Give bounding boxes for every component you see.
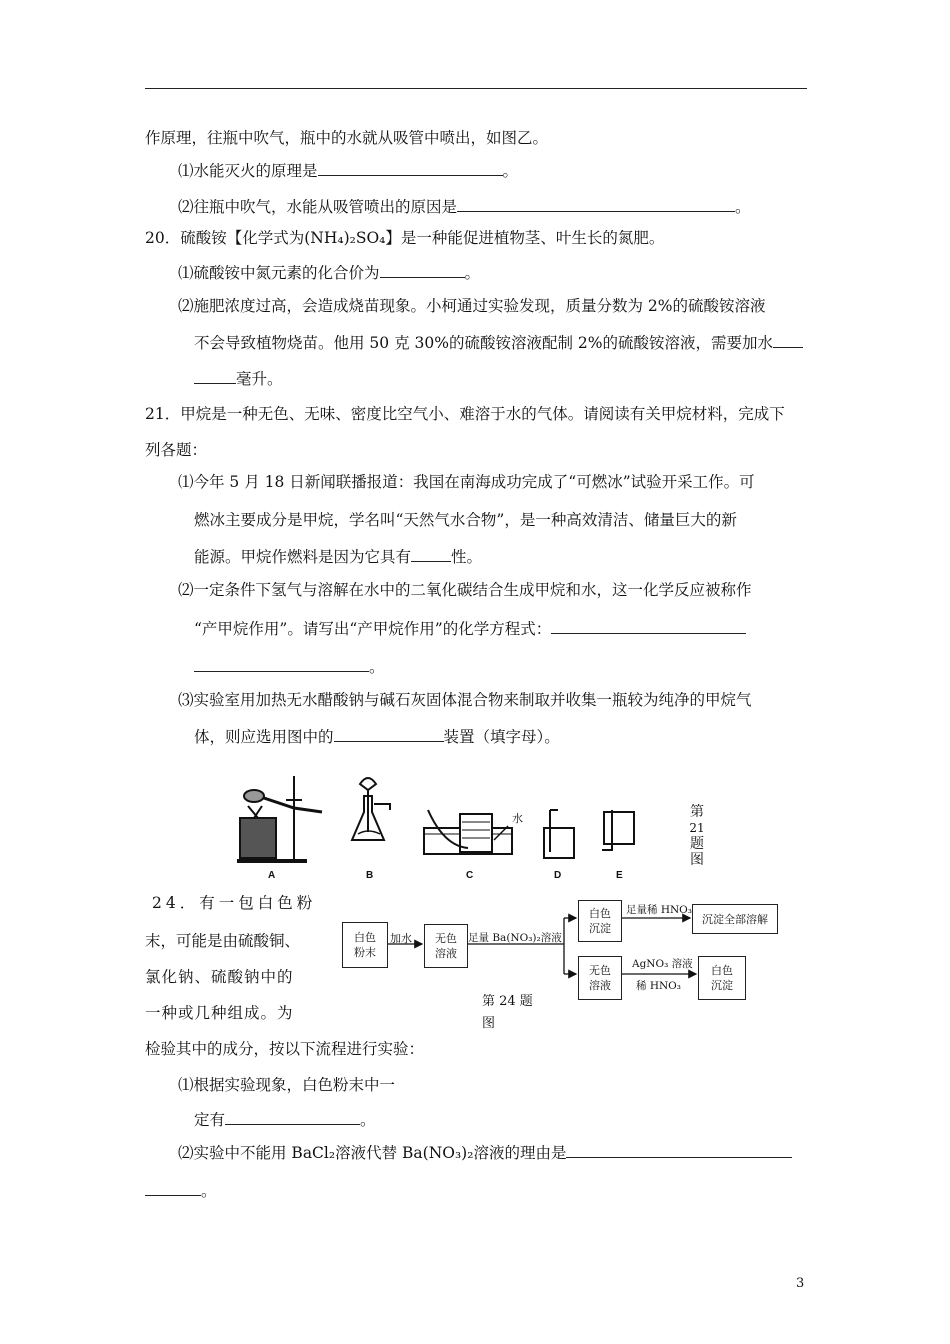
q21-stem: 列各题： <box>145 441 208 459</box>
q20-2-line: ⑵施肥浓度过高，会造成烧苗现象。小柯通过实验发现，质量分数为 2%的硫酸铵溶液 <box>178 297 766 315</box>
answer-blank[interactable] <box>773 332 803 348</box>
page-number: 3 <box>796 1276 805 1291</box>
answer-blank[interactable] <box>318 160 503 176</box>
q21-3-line: 体，则应选用图中的 装置（填字母）。 <box>194 728 560 746</box>
label-E: E <box>616 870 623 881</box>
figure-24-caption: 第 24 题 <box>482 994 533 1009</box>
box-colorless-solution-2: 无色 溶液 <box>578 956 622 1000</box>
q24-1-line: ⑴根据实验现象，白色粉末中一 <box>178 1076 396 1094</box>
q21-2-line: ⑵一定条件下氢气与溶解在水中的二氧化碳结合生成甲烷和水，这一化学反应被称作 <box>178 581 752 599</box>
q24-2-line: ⑵实验中不能用 BaCl₂溶液代替 Ba(NO₃)₂溶液的理由是 <box>178 1142 792 1163</box>
water-label: 水 <box>512 812 523 825</box>
q24-stem: 检验其中的成分，按以下流程进行实验： <box>145 1040 425 1058</box>
q24-stem: 24．有一包白色粉 <box>152 894 317 912</box>
answer-blank[interactable] <box>194 656 369 672</box>
box-colorless-solution-1: 无色 溶液 <box>424 924 468 968</box>
q19-1-line: ⑴水能灭火的原理是 。 <box>178 162 519 180</box>
figure-24-caption: 图 <box>482 1016 496 1031</box>
q20-2-line: 不会导致植物烧苗。他用 50 克 30%的硫酸铵溶液配制 2%的硫酸铵溶液，需要加水 <box>194 332 803 353</box>
figure-24-flowchart <box>338 898 768 1031</box>
arrow-hno3-excess: 足量稀 HNO₃ <box>626 904 692 916</box>
q21-2-line: “产甲烷作用”。请写出“产甲烷作用”的化学方程式： <box>194 618 746 639</box>
label-D: D <box>554 870 562 881</box>
figure-21-apparatus <box>232 770 652 882</box>
q21-1-line: 能源。甲烷作燃料是因为它具有 性。 <box>194 548 483 566</box>
q24-stem: 末，可能是由硫酸铜、 <box>145 932 301 950</box>
q21-1-line: 燃冰主要成分是甲烷，学名叫“天然气水合物”，是一种高效清洁、储量巨大的新 <box>194 511 737 529</box>
text-line: 作原理，往瓶中吹气，瓶中的水就从吸管中喷出，如图乙。 <box>145 129 549 147</box>
q24-stem: 氯化钠、硫酸钠中的 <box>145 968 294 986</box>
header-rule <box>145 88 807 89</box>
q21-3-line: ⑶实验室用加热无水醋酸钠与碱石灰固体混合物来制取并收集一瓶较为纯净的甲烷气 <box>178 691 752 709</box>
answer-blank[interactable] <box>225 1109 360 1125</box>
figure-21-side-label: 第 21 题 图 <box>689 804 705 868</box>
label-A: A <box>268 870 276 881</box>
arrow-dilute-hno3: 稀 HNO₃ <box>636 980 681 992</box>
q21-stem: 21．甲烷是一种无色、无味、密度比空气小、难溶于水的气体。请阅读有关甲烷材料，完成下 <box>145 405 785 423</box>
answer-blank[interactable] <box>551 618 746 634</box>
label-B: B <box>366 870 374 881</box>
box-white-precipitate-2: 白色 沉淀 <box>698 956 746 1000</box>
q24-1-line: 定有 。 <box>194 1111 376 1129</box>
q21-1-line: ⑴今年 5 月 18 日新闻联播报道：我国在南海成功完成了“可燃冰”试验开采工作。可 <box>178 473 755 491</box>
q20-2-line: 毫升。 <box>194 368 283 389</box>
box-white-powder: 白色 粉末 <box>342 922 388 968</box>
arrow-bano3: 足量 Ba(NO₃)₂溶液 <box>468 932 562 944</box>
q20-stem: 20．硫酸铵【化学式为(NH₄)₂SO₄】是一种能促进植物茎、叶生长的氮肥。 <box>145 229 665 247</box>
q21-2-line: 。 <box>194 656 385 677</box>
answer-blank[interactable] <box>411 546 451 562</box>
arrow-agno3: AgNO₃ 溶液 <box>632 958 693 970</box>
q19-2-line: ⑵往瓶中吹气，水能从吸管喷出的原因是 。 <box>178 198 751 216</box>
arrow-add-water: 加水 <box>390 932 412 945</box>
answer-blank[interactable] <box>334 726 444 742</box>
answer-blank[interactable] <box>194 368 236 384</box>
answer-blank[interactable] <box>457 196 735 212</box>
answer-blank[interactable] <box>145 1180 201 1196</box>
box-all-dissolve: 沉淀全部溶解 <box>692 904 778 934</box>
label-C: C <box>466 870 474 881</box>
answer-blank[interactable] <box>566 1142 792 1158</box>
box-white-precipitate-1: 白色 沉淀 <box>578 900 622 942</box>
q20-1-line: ⑴硫酸铵中氮元素的化合价为 。 <box>178 264 481 282</box>
q24-stem: 一种或几种组成。为 <box>145 1004 294 1022</box>
q24-2-line: 。 <box>145 1180 217 1201</box>
answer-blank[interactable] <box>380 262 465 278</box>
